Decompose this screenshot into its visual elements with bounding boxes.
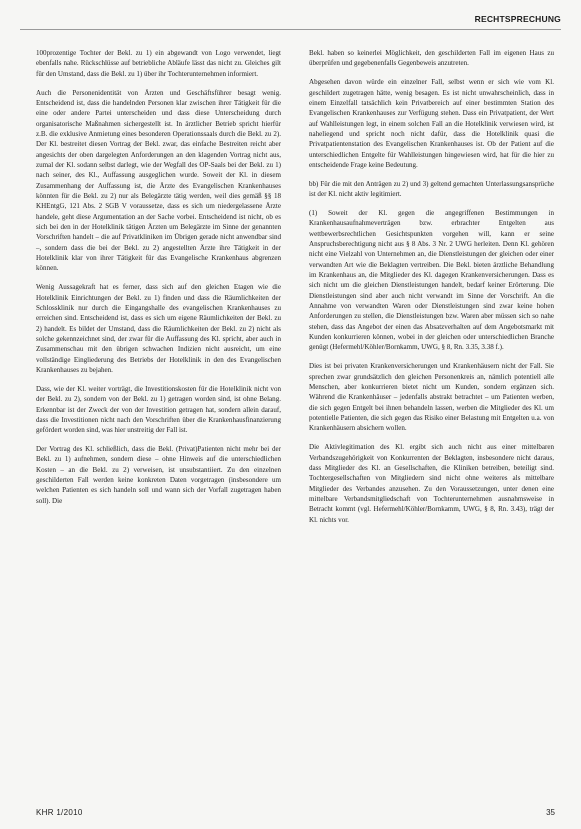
paragraph: Abgesehen davon würde ein einzelner Fall, selbst wenn er sich wie vom Kl. geschildert zugetragen hätte, wenig besagen. Es ist nicht unwahrscheinlich, dass in einem Einzelfall tatsächlich kein Privatbereich auf einer bestimmten Station des Evangelischen Krankenhauses zur Verfügung stehen. Dass ein Privatpatient, der Wert auf Wahlleistungen legt, in einem solchen Fall an die Hotelklinik verwiesen wird, ist naheliegend und spricht noch nicht dafür, dass die Hotelklinik quasi die Privatpatientenstation des Evangelischen Krankenhauses ist. Ob der Patient auf die unterschiedlichen Entgelte für Wahlleistungen hingewiesen wird, hat für die hier zu entscheidende Frage keine Bedeutung. (309, 78, 554, 169)
journal-citation: KHR 1/2010 (36, 808, 83, 817)
page-header (20, 14, 561, 28)
paragraph: Auch die Personenidentität von Ärzten und Geschäftsführer besagt wenig. Entscheidend ist, dass die handelnden Personen klar zwischen ihrer Tätigkeit für die eine oder andere Partei unterscheiden und dass diese Unterscheidung durch organisatorische Maßnahmen sichergestellt ist. In ärztlicher Betrieb spricht hierfür z.B. die exklusive Anmietung eines besonderen Operationssaals durch die Bekl. zu 2). Der Kl. bestreitet diesen Vortrag der Bekl. zwar, das einfache Bestreiten reicht aber angesichts der oben dargelegten Anforderungen an den klagenden Vortrag nicht aus, zumal der Kl. sodann selbst darlegt, wie der Wegfall des OP-Saals bei der Bekl. zu 1) nach seiner, des Kl., Auffassung ausgeglichen wurde. Soweit der Kl. in diesem Zusammenhang der Auffassung ist, die Ärzte des Evangelischen Krankenhauses könnten für die Bekl. zu 2) nur als Belegärzte tätig werden, weil dies gemäß §§ 18 KHEntgG, 121 Abs. 2 SGB V voraussetze, dass es sich um niedergelassene Ärzte handele, geht diese Argumentation an der Sache vorbei. Entscheidend ist nicht, ob es sich bei den in der Hotelklinik tätigen Ärzten um Belegärzte im Sinne der genannten Vorschriften handelt – die auf Privatkliniken im Übrigen gerade nicht anwendbar sind –, sondern dass die bei der Bekl. zu 2) angestellten Ärzte ihre Tätigkeit in der Hotelklinik klar von ihrer Tätigkeit für das Evangelische Krankenhaus abgrenzen können. (36, 88, 281, 273)
paragraph: Bekl. haben so keinerlei Möglichkeit, den geschilderten Fall im eigenen Haus zu überprüfen und gegebenenfalls Gegenbeweis anzutreten. (309, 49, 554, 68)
header-rule (20, 29, 561, 30)
paragraph: 100prozentige Tochter der Bekl. zu 1) ein abgewandt von Logo verwendet, liegt ebenfalls nahe. Rückschlüsse auf betriebliche Abläufe lässt das nicht zu. Gleiches gilt für den Umstand, dass die Bekl. zu 1) über ihr Tochterunternehmen informiert. (36, 49, 281, 78)
paragraph: (1) Soweit der Kl. gegen die angegriffenen Bestimmungen in Krankenhausaufnahmeverträgen bzw. erbrachter Entgelten aus wettbewerbsrechtlichen Gesichtspunkten vorgehen will, kann er seine Anspruchsberechtigung nicht aus § 8 Abs. 3 Nr. 2 UWG herleiten. Denn Kl. gehören nicht eine Vielzahl von Unternehmen an, die Dienstleistungen der gleichen oder einer verwandten Art wie die Beklagten vertreiben. Die Bekl. bieten ärztliche Behandlung im Krankenhaus an, die Mitglieder des Kl. dagegen Krankenversicherungen. Dass es sich nicht um die gleichen Dienstleistungen handelt, bedarf keiner Erörterung. Die Dienstleistungen sind aber auch nicht verwandt im Sinne der Vorschrift. An die Annahme von verwandten Waren oder Dienstleistungen sind zwar keine hohen Anforderungen zu stellen, die Dienstleistungen bzw. Waren aber müssen sich so nahe stehen, dass das Angebot der einen das Absatzverhalten auf dem Angebotsmarkt mit Kunden konkurrieren können, wobei in der gleichen oder unterschiedlichen Branche genügt (Hefermehl/Köhler/Bornkamm, UWG, § 8, Rn. 3.35, 3.38 f.). (309, 208, 554, 352)
paragraph: Die Aktivlegitimation des Kl. ergibt sich auch nicht aus einer mittelbaren Verbandszugehörigkeit von Konkurrenten der Beklagten, insbesondere nicht daraus, dass Mitglieder des Kl. an Gesellschaften, die Kliniken betreiben, beteiligt sind. Tochtergesellschaften von Mitgliedern sind nicht ohne weiteres als mittelbare Mitglieder des Verbandes anzusehen. Zu den Voraussetzungen, unter denen eine mittelbare Verbandsmitgliedschaft von Tochterunternehmen ausnahmsweise in Betracht kommt (vgl. Hefermehl/Köhler/Bornkamm, UWG, § 8, Rn. 3.43), trägt der Kl. nichts vor. (309, 443, 554, 524)
section-title: RECHTSPRECHUNG (474, 14, 561, 24)
paragraph: Wenig Aussagekraft hat es ferner, dass sich auf den gleichen Etagen wie die Hotelklinik Einrichtungen der Bekl. zu 1) finden und dass die Räumlichkeiten der Schlossklinik nur durch die Eingangshalle des evangelischen Krankenhauses zu erreichen sind. Entscheidend ist, dass es sich um eigene Räumlichkeiten der Bekl. zu 2) handelt. Es bildet der Umstand, dass die Räumlichkeiten der Bekl. zu 2) nicht als solche gekennzeichnet sind, der zwar für die Auffassung des Kl. spricht, aber auch in Zusammenschau mit den übrigen schwachen Indizien nicht ausreicht, um eine vollständige Eingliederung des Betriebs der Hotelklinik in den des Evangelischen Krankenhauses zu bejahen. (36, 283, 281, 374)
right-column (309, 48, 554, 533)
left-column (36, 48, 281, 515)
paragraph: Dies ist bei privaten Krankenversicherungen und Krankenhäusern nicht der Fall. Sie sprechen zwar grundsätzlich den gleichen Personenkreis an, nämlich potentiell alle Menschen, aber konkurrieren bietet nicht um Kunden, sondern ergänzen sich. Während die Krankenhäuser – jedenfalls abstrakt betrachtet – um Patienten werben, die sich gegen Entgelt bei ihnen behandeln lassen, werben die Mitglieder des Kl. um potentielle Patienten, die sich gegen das Risiko einer Belastung mit Entgelten u.a. von Krankenhäusern absichern wollen. (309, 362, 554, 433)
paragraph: bb) Für die mit den Anträgen zu 2) und 3) geltend gemachten Unterlassungsansprüche ist der Kl. nicht aktiv legitimiert. (309, 179, 554, 199)
page-number: 35 (546, 808, 555, 817)
paragraph: Dass, wie der Kl. weiter vorträgt, die Investitionskosten für die Hotelklinik nicht von der Bekl. zu 2), sondern von der Bekl. zu 1) getragen worden sind, ist ohne Belang. Erkennbar ist der Zweck der von der Investition getragen hat, sondern allein darauf, dass die Investitionen nicht nach den Vorschriften über die Krankenhausfinanzierung gefördert worden sind, was hier unstreitig der Fall ist. (36, 384, 281, 435)
paragraph: Der Vortrag des Kl. schließlich, dass die Bekl. (Privat)Patienten nicht mehr bei der Bekl. zu 1) aufnehmen, sondern diese – ohne Hinweis auf die unterschiedlichen Kosten – an die Bekl. zu 2) verweisen, ist unsubstantiiert. Zu den einzelnen geschilderten Fall werden keine konkreten Daten vorgetragen (insbesondere um welchen Patienten es sich handeln soll und wann sich der Vorfall zugetragen haben soll). Die (36, 445, 281, 505)
